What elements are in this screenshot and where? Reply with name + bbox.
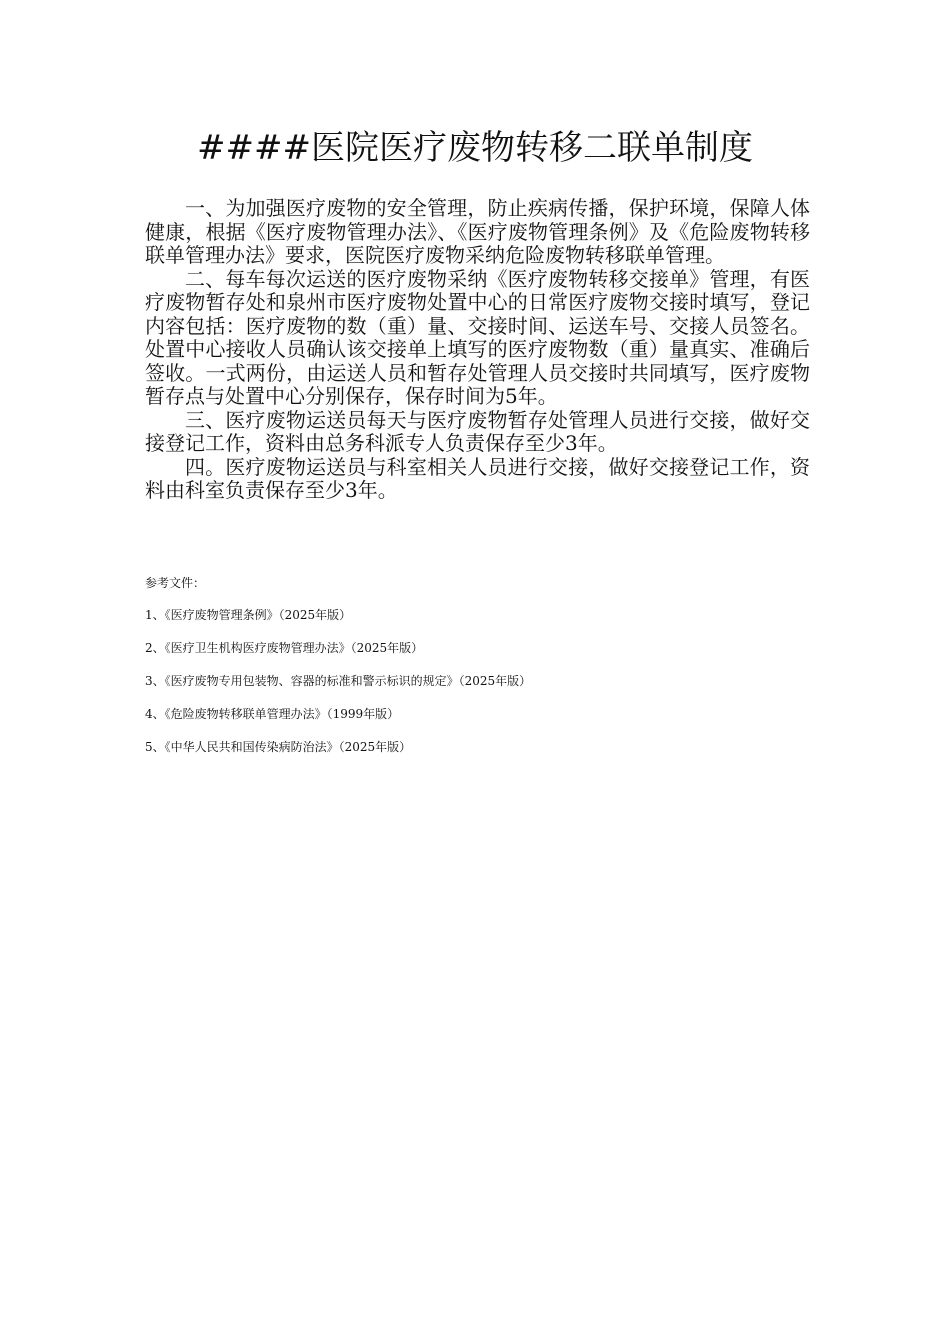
reference-item-2: 2、《医疗卫生机构医疗废物管理办法》（2025年版） [145,641,424,655]
reference-item-1: 1、《医疗废物管理条例》（2025年版） [145,608,352,622]
reference-item-4: 4、《危险废物转移联单管理办法》（1999年版） [145,707,400,721]
references-heading: 参考文件： [145,576,206,590]
paragraph-2: 二、每车每次运送的医疗废物采纳《医疗废物转移交接单》管理，有医疗废物暂存处和泉州市医疗废物处置中心的日常医疗废物交接时填写，登记内容包括：医疗废物的数（重）量、交接时间、运送车号、交接人员签名。处置中心接收人员确认该交接单上填写的医疗废物数（重）量真实、准确后签收。一式两份，由运送人员和暂存处管理人员交接时共同填写，医疗废物暂存点与处置中心分别保存，保存时间为5年。 [145,266,810,408]
reference-item-5: 5、《中华人民共和国传染病防治法》（2025年版） [145,740,412,754]
paragraph-4: 四。医疗废物运送员与科室相关人员进行交接，做好交接登记工作，资料由科室负责保存至少3年。 [145,454,810,502]
document-title: ####医院医疗废物转移二联单制度 [197,128,753,168]
references-section [145,575,845,772]
paragraph-1: 一、为加强医疗废物的安全管理，防止疾病传播，保护环境，保障人体健康，根据《医疗废物管理办法》、《医疗废物管理条例》及《危险废物转移联单管理办法》要求，医院医疗废物采纳危险废物转移联单管理。 [145,196,810,267]
document-body [145,197,810,503]
paragraph-3: 三、医疗废物运送员每天与医疗废物暂存处管理人员进行交接，做好交接登记工作，资料由总务科派专人负责保存至少3年。 [145,407,810,455]
reference-item-3: 3、《医疗废物专用包装物、容器的标准和警示标识的规定》（2025年版） [145,674,532,688]
